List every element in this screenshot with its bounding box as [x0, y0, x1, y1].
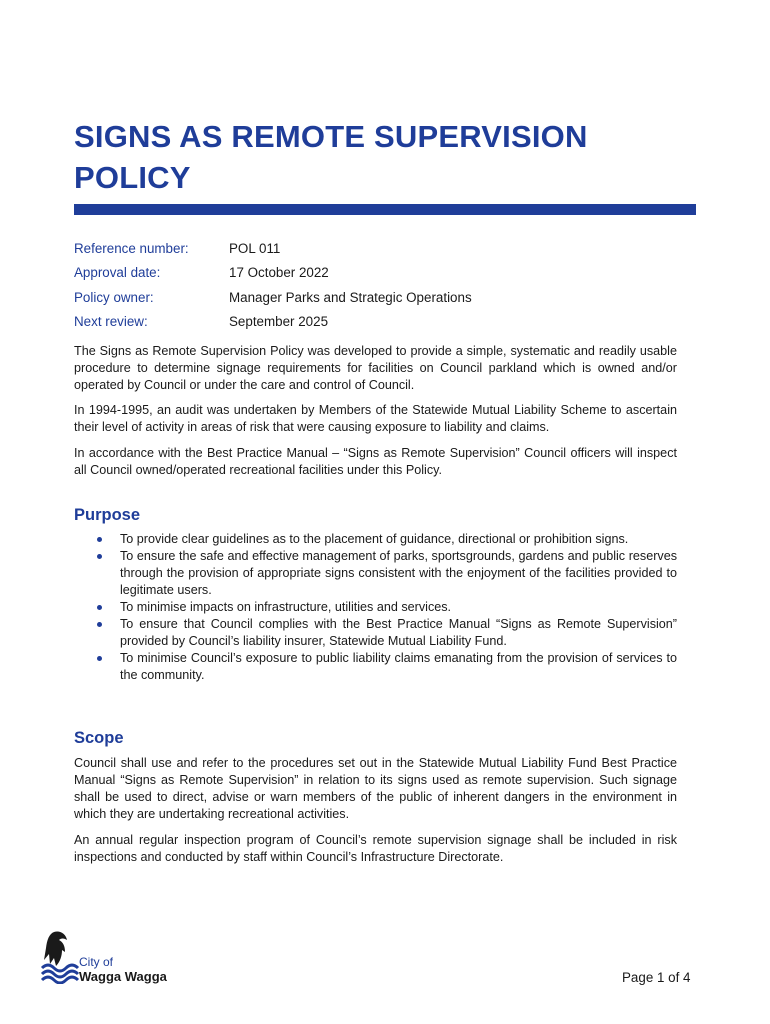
list-item [74, 616, 677, 650]
policy-meta [74, 236, 472, 334]
list-item-text: To ensure the safe and effective management of parks, sportsgrounds, gardens and public reserves through the provision of appropriate signs consistent with the enjoyment of the facilities provided to legitimate users. [120, 549, 677, 597]
meta-label: Reference number: [74, 240, 189, 256]
meta-value: Manager Parks and Strategic Operations [229, 289, 472, 305]
meta-value: September 2025 [229, 314, 329, 330]
logo-text-wagga: Wagga Wagga [79, 969, 167, 984]
bullet-icon [97, 554, 102, 559]
meta-row-approval [74, 261, 472, 286]
bullet-icon [97, 605, 102, 610]
page-number: Page 1 of 4 [622, 970, 691, 985]
list-item-text: To minimise impacts on infrastructure, utilities and services. [120, 600, 452, 614]
scope-heading: Scope [74, 729, 124, 747]
list-item [74, 531, 677, 548]
meta-row-review [74, 310, 472, 335]
meta-row-owner [74, 285, 472, 310]
meta-row-reference [74, 236, 472, 261]
bullet-icon [97, 622, 102, 627]
bullet-icon [97, 656, 102, 661]
logo-text-city-of: City of [79, 955, 114, 969]
purpose-list [74, 531, 677, 684]
page-title: SIGNS AS REMOTE SUPERVISION POLICY [74, 119, 588, 195]
list-item-text: To minimise Council’s exposure to public liability claims emanating from the provision of services to the community. [120, 651, 677, 682]
scope-paragraph: Council shall use and refer to the procedures set out in the Statewide Mutual Liability Fund Best Practice Manual “Signs as Remote Supervision” in relation to its signs used as remote supervision. Such signage shall be used to direct, advise or warn members of the public of inherent dangers in the environment in which they are undertaking recreational activities. [74, 756, 677, 821]
purpose-heading: Purpose [74, 506, 141, 524]
intro-paragraph: In accordance with the Best Practice Manual – “Signs as Remote Supervision” Council officers will inspect all Council owned/operated recreational facilities under this Policy. [74, 446, 677, 477]
scope-paragraph: An annual regular inspection program of Council’s remote supervision signage shall be included in risk inspections and conducted by staff within Council’s Infrastructure Directorate. [74, 833, 677, 864]
list-item [74, 548, 677, 599]
list-item-text: To provide clear guidelines as to the placement of guidance, directional or prohibition signs. [120, 532, 629, 546]
list-item-text: To ensure that Council complies with the Best Practice Manual “Signs as Remote Supervision” provided by Council’s liability insurer, Statewide Mutual Liability Fund. [120, 617, 677, 648]
list-item [74, 599, 677, 616]
crow-icon [40, 928, 80, 984]
meta-label: Approval date: [74, 265, 161, 281]
meta-value: 17 October 2022 [229, 265, 329, 281]
list-item [74, 650, 677, 684]
bullet-icon [97, 537, 102, 542]
meta-label: Next review: [74, 314, 148, 330]
meta-label: Policy owner: [74, 289, 154, 305]
meta-value: POL 011 [229, 240, 281, 256]
title-divider [74, 204, 696, 215]
intro-paragraph: The Signs as Remote Supervision Policy was developed to provide a simple, systematic and readily usable procedure to determine signage requirements for facilities on Council parkland which is owned and/or operated by Council or under the care and control of Council. [74, 344, 677, 392]
intro-paragraph: In 1994-1995, an audit was undertaken by Members of the Statewide Mutual Liability Scheme to ascertain their level of activity in areas of risk that were causing exposure to liability and claims. [74, 403, 677, 434]
